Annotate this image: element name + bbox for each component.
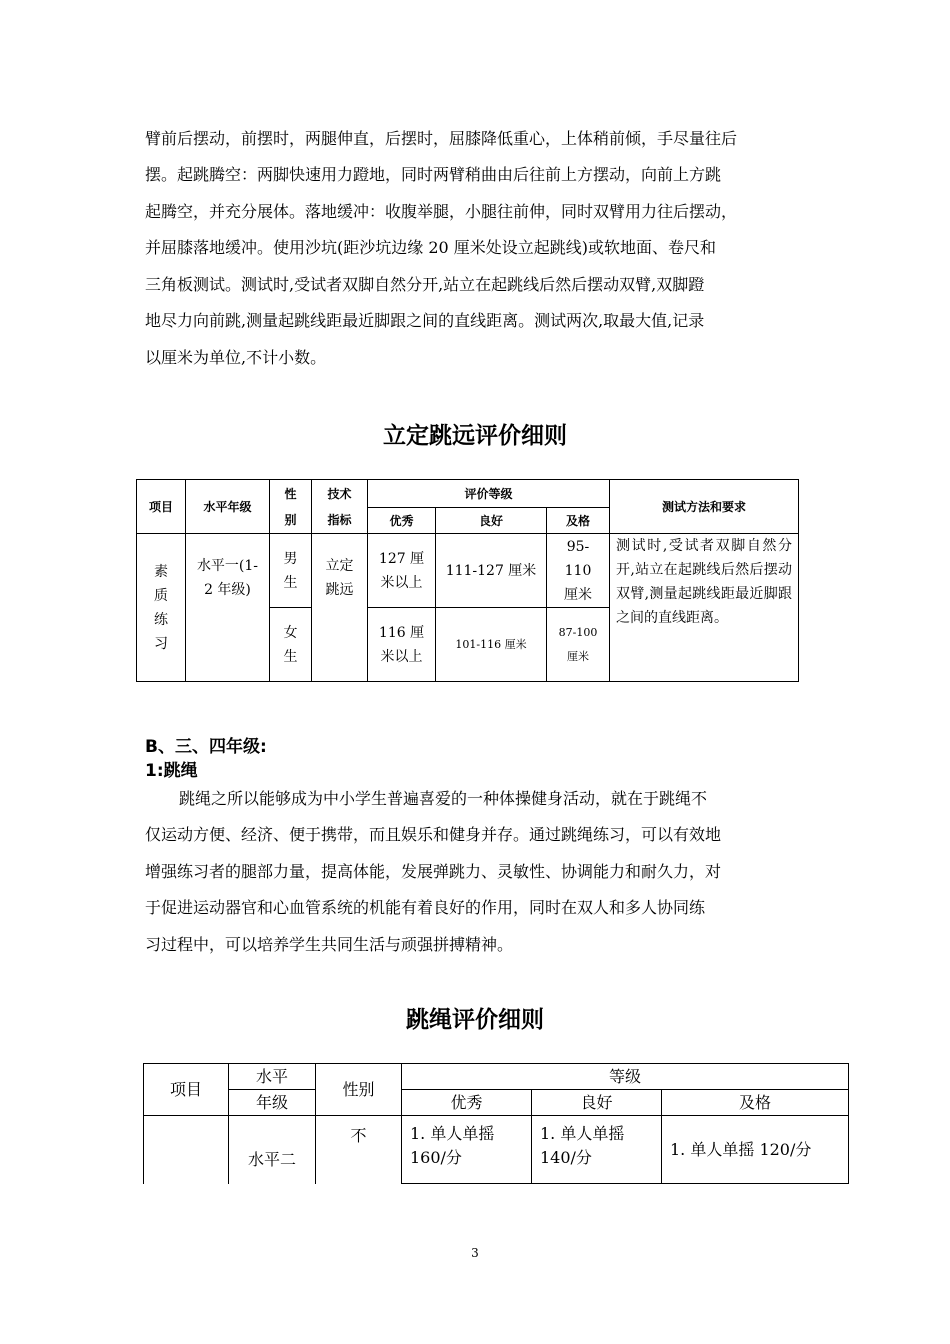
header-item: 项目 bbox=[144, 1064, 229, 1116]
body-line: 跳绳之所以能够成为中小学生普遍喜爱的一种体操健身活动，就在于跳绳不 bbox=[179, 789, 708, 808]
pass-cell: 95-110 厘米 bbox=[547, 534, 610, 608]
header-excellent: 优秀 bbox=[402, 1090, 532, 1116]
intro-line: 地尽力向前跳,测量起跳线距最近脚跟之间的直线距离。测试两次,取最大值,记录 bbox=[145, 311, 705, 330]
table1-title: 立定跳远评价细则 bbox=[383, 423, 567, 449]
body-line: 增强练习者的腿部力量，提高体能，发展弹跳力、灵敏性、协调能力和耐久力，对 bbox=[145, 862, 722, 881]
body-line: 于促进运动器官和心血管系统的机能有着良好的作用，同时在双人和多人协同练 bbox=[145, 898, 706, 917]
standing-jump-table bbox=[136, 479, 799, 682]
pass-cell: 87-100 厘米 bbox=[547, 608, 610, 682]
header-gender: 性别 bbox=[270, 480, 312, 534]
excellent-cell: 116 厘米以上 bbox=[368, 608, 436, 682]
header-pass: 及格 bbox=[547, 508, 610, 534]
intro-line: 并屈膝落地缓冲。使用沙坑(距沙坑边缘 20 厘米处设立起跳线)或软地面、卷尺和 bbox=[145, 238, 717, 257]
header-skill: 技术指标 bbox=[312, 480, 368, 534]
intro-line: 起腾空，并充分展体。落地缓冲：收腹举腿，小腿往前伸，同时双臂用力往后摆动， bbox=[145, 202, 738, 221]
header-gender: 性别 bbox=[316, 1064, 402, 1116]
header-grade: 等级 bbox=[402, 1064, 849, 1090]
level-cell: 水平一(1-2 年级) bbox=[186, 534, 270, 682]
header-level: 水平年级 bbox=[186, 480, 270, 534]
header-grade-year: 年级 bbox=[229, 1090, 316, 1116]
body-line: 习过程中，可以培养学生共同生活与顽强拼搏精神。 bbox=[145, 935, 514, 954]
gender-cell: 不 bbox=[316, 1116, 402, 1184]
header-item: 项目 bbox=[137, 480, 186, 534]
body-line: 仅运动方便、经济、便于携带，而且娱乐和健身并存。通过跳绳练习，可以有效地 bbox=[145, 825, 722, 844]
good-cell: 1. 单人单摇 140/分 bbox=[532, 1116, 662, 1184]
header-level: 水平 bbox=[229, 1064, 316, 1090]
intro-line: 臂前后摆动，前摆时，两腿伸直，后摆时，屈膝降低重心，上体稍前倾，手尽量往后 bbox=[145, 129, 738, 148]
header-method: 测试方法和要求 bbox=[610, 480, 799, 534]
gender-cell: 女生 bbox=[270, 608, 312, 682]
section-heading: B、三、四年级: bbox=[145, 737, 267, 757]
table2-title: 跳绳评价细则 bbox=[406, 1007, 544, 1033]
skill-cell: 立定跳远 bbox=[312, 534, 368, 682]
good-cell: 111-127 厘米 bbox=[436, 534, 547, 608]
intro-line: 以厘米为单位,不计小数。 bbox=[145, 348, 327, 367]
method-cell: 测试时,受试者双脚自然分开,站立在起跳线后然后摆动双臂,测量起跳线距最近脚跟之间的直线距离。 bbox=[610, 534, 799, 682]
good-cell: 101-116 厘米 bbox=[436, 608, 547, 682]
header-pass: 及格 bbox=[662, 1090, 849, 1116]
excellent-cell: 127 厘米以上 bbox=[368, 534, 436, 608]
level-cell: 水平二 bbox=[229, 1116, 316, 1184]
intro-line: 三角板测试。测试时,受试者双脚自然分开,站立在起跳线后然后摆动双臂,双脚蹬 bbox=[145, 275, 705, 294]
header-good: 良好 bbox=[532, 1090, 662, 1116]
excellent-cell: 1. 单人单摇 160/分 bbox=[402, 1116, 532, 1184]
header-rating: 评价等级 bbox=[368, 480, 610, 508]
item-cell bbox=[144, 1116, 229, 1184]
pass-cell: 1. 单人单摇 120/分 bbox=[662, 1116, 849, 1184]
header-excellent: 优秀 bbox=[368, 508, 436, 534]
page-number: 3 bbox=[471, 1246, 479, 1260]
item-cell: 素质练习 bbox=[137, 534, 186, 682]
rope-skipping-table bbox=[143, 1063, 849, 1184]
intro-line: 摆。起跳腾空：两脚快速用力蹬地，同时两臂稍曲由后往前上方摆动，向前上方跳 bbox=[145, 165, 722, 184]
gender-cell: 男生 bbox=[270, 534, 312, 608]
header-good: 良好 bbox=[436, 508, 547, 534]
sub-heading: 1:跳绳 bbox=[145, 761, 198, 781]
